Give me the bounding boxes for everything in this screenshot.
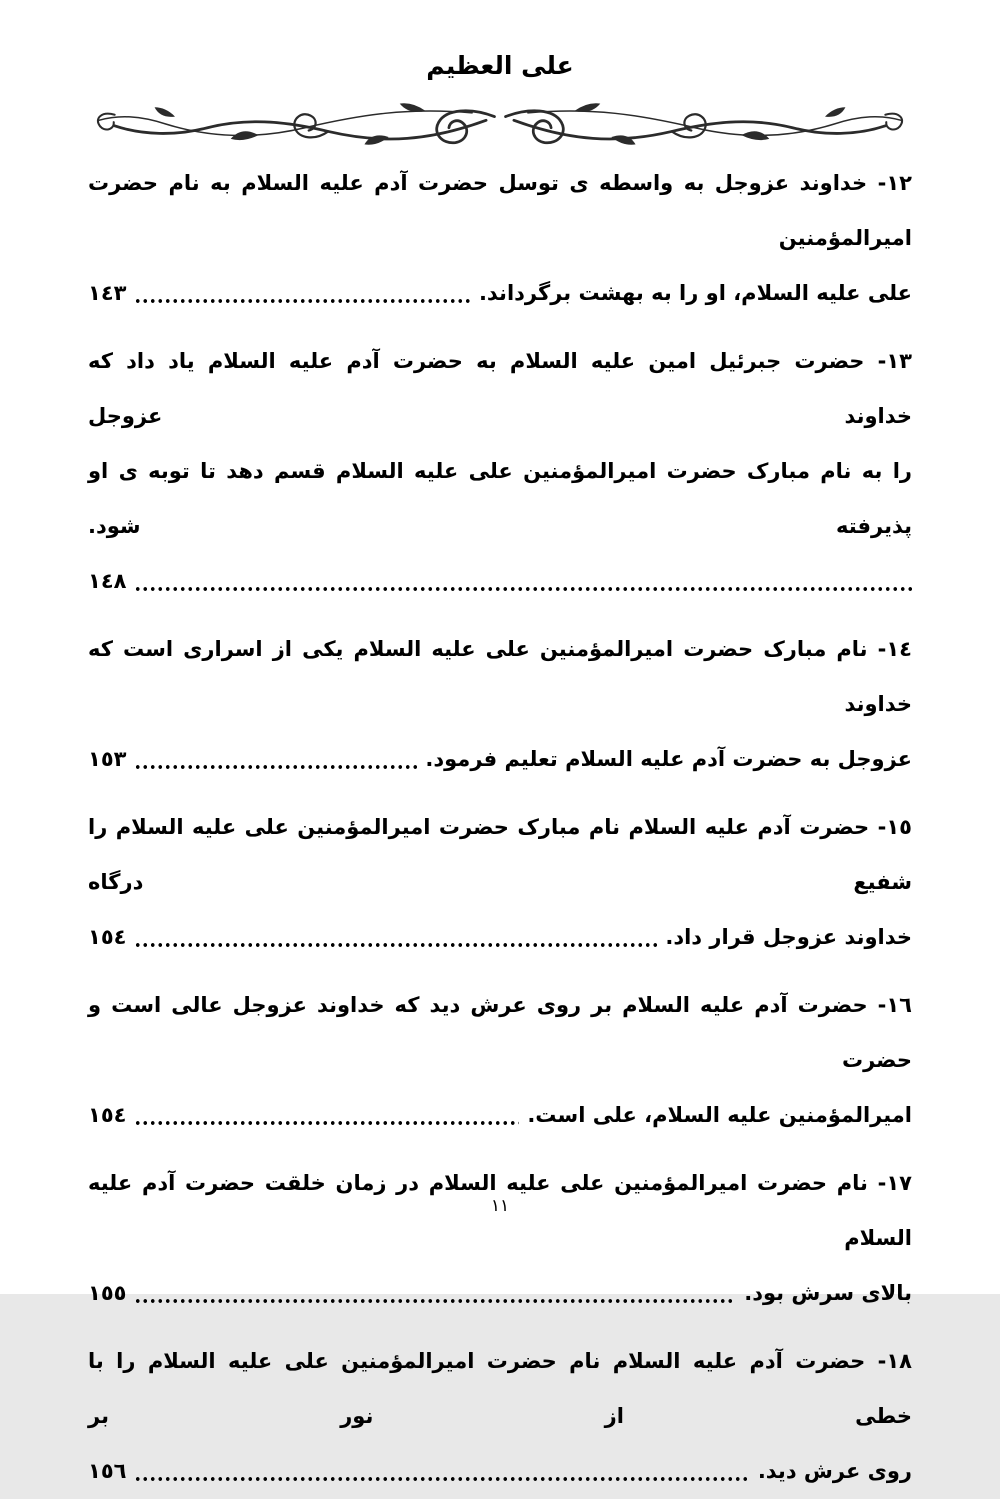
toc-entry-last-line (88, 910, 912, 965)
book-title-header: علی العظیم (426, 51, 574, 80)
toc-page-number: ١٥٥ (88, 1281, 127, 1305)
toc-entry-text: بالای سرش بود. (744, 1281, 912, 1305)
toc-entry-last-line (88, 554, 912, 609)
toc-entry (88, 1156, 912, 1321)
toc-entry-line: ١٦- حضرت آدم علیه السلام بر روی عرش دید که خداوند عزوجل عالی است و حضرت (88, 993, 912, 1072)
table-of-contents (88, 156, 912, 1499)
dot-leader (134, 266, 471, 321)
toc-page-number: ١٥٤ (88, 925, 127, 949)
toc-entry (88, 156, 912, 321)
dot-leader (134, 1088, 519, 1143)
dot-leader (134, 1444, 749, 1499)
toc-entry-text: عزوجل به حضرت آدم علیه السلام تعلیم فرمود. (425, 747, 912, 771)
toc-entry-text: روی عرش دید. (757, 1459, 912, 1483)
toc-entry-text: علی علیه السلام، او را به بهشت برگرداند. (478, 281, 912, 305)
toc-page-number: ١٥٣ (88, 747, 127, 771)
toc-entry (88, 978, 912, 1143)
page-number: ١١ (490, 1196, 510, 1216)
toc-entry (88, 1334, 912, 1499)
toc-entry (88, 800, 912, 965)
toc-entry-text: خداوند عزوجل قرار داد. (665, 925, 912, 949)
toc-page-number: ١٤٨ (88, 569, 127, 593)
dot-leader (134, 910, 657, 965)
flourish-divider-icon (81, 98, 919, 150)
dot-leader (134, 554, 912, 609)
toc-entry-line: ١٨- حضرت آدم علیه السلام نام حضرت امیرالمؤمنین علی علیه السلام را با خطی از نور بر (88, 1349, 912, 1428)
toc-entry (88, 334, 912, 609)
toc-page-number: ١٤٣ (88, 281, 127, 305)
toc-entry-last-line (88, 1444, 912, 1499)
toc-entry-last-line (88, 1266, 912, 1321)
dot-leader (134, 732, 417, 787)
toc-entry-last-line (88, 266, 912, 321)
toc-entry (88, 622, 912, 787)
dot-leader (134, 1266, 736, 1321)
toc-entry-last-line (88, 1088, 912, 1143)
toc-entry-text: امیرالمؤمنین علیه السلام، علی است. (527, 1103, 912, 1127)
toc-entry-line: ١٧- نام حضرت امیرالمؤمنین علی علیه السلام در زمان خلقت حضرت آدم علیه السلام (88, 1171, 912, 1250)
toc-entry-line: ١٢- خداوند عزوجل به واسطه ی توسل حضرت آدم علیه السلام به نام حضرت امیرالمؤمنین (88, 171, 912, 250)
toc-entry-line: ١٤- نام مبارک حضرت امیرالمؤمنین علی علیه السلام یکی از اسراری است که خداوند (88, 637, 912, 716)
toc-entry-last-line (88, 732, 912, 787)
toc-entry-line: ١٥- حضرت آدم علیه السلام نام مبارک حضرت امیرالمؤمنین علی علیه السلام را شفیع درگاه (88, 815, 912, 894)
toc-entry-line: ١٣- حضرت جبرئیل امین علیه السلام به حضرت آدم علیه السلام یاد داد که خداوند عزوجل (88, 349, 912, 428)
toc-entry-line: را به نام مبارک حضرت امیرالمؤمنین علی علیه السلام قسم دهد تا توبه ی او پذیرفته شود. (88, 459, 912, 538)
toc-page-number: ١٥٦ (88, 1459, 127, 1483)
toc-page-number: ١٥٤ (88, 1103, 127, 1127)
